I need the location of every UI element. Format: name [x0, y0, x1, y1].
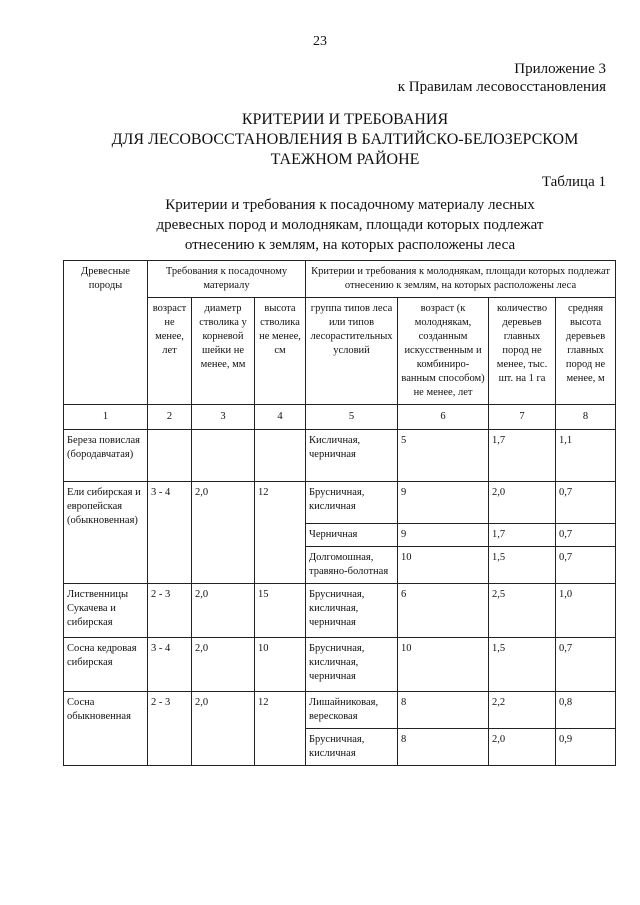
seedling-age-cell: 3 - 4 [148, 482, 192, 584]
header-height: высота стволика не менее, см [255, 298, 306, 405]
seedling-age-cell: 2 - 3 [148, 584, 192, 638]
table-row [64, 584, 616, 638]
young-stand-age-cell: 8 [398, 729, 489, 766]
young-stand-age-cell: 10 [398, 547, 489, 584]
column-number: 5 [306, 405, 398, 430]
seedling-age-cell [148, 430, 192, 482]
forest-type-cell: Брусничная, кисличная [306, 482, 398, 524]
average-height-cell: 0,7 [556, 524, 616, 547]
tree-count-cell: 2,5 [489, 584, 556, 638]
forest-type-cell: Лишайниковая, вересковая [306, 692, 398, 729]
forest-type-cell: Долгомошная, травяно-болотная [306, 547, 398, 584]
header-tree-count: количество деревьев главных пород не менее, тыс. шт. на 1 га [489, 298, 556, 405]
stem-diameter-cell: 2,0 [192, 692, 255, 766]
species-cell: Сосна обыкновенная [64, 692, 148, 766]
average-height-cell: 1,1 [556, 430, 616, 482]
table-caption: Таблица 1 [541, 174, 606, 190]
column-number: 6 [398, 405, 489, 430]
species-cell: Сосна кедровая сибирская [64, 638, 148, 692]
title-line-3: ТАЕЖНОМ РАЙОНЕ [270, 151, 420, 168]
tree-count-cell: 1,5 [489, 638, 556, 692]
average-height-cell: 0,9 [556, 729, 616, 766]
young-stand-age-cell: 6 [398, 584, 489, 638]
appendix-line-1: Приложение 3 [514, 61, 606, 77]
species-cell: Береза повислая (бородавчатая) [64, 430, 148, 482]
title-line-1: КРИТЕРИИ И ТРЕБОВАНИЯ [241, 111, 449, 128]
tree-count-cell: 2,2 [489, 692, 556, 729]
forest-type-cell: Кисличная, черничная [306, 430, 398, 482]
stem-height-cell [255, 430, 306, 482]
header-diameter: диаметр стволика у корневой шейки не менее, мм [192, 298, 255, 405]
stem-diameter-cell [192, 430, 255, 482]
table-row [64, 638, 616, 692]
column-number: 8 [556, 405, 616, 430]
tree-count-cell: 1,5 [489, 547, 556, 584]
column-number: 3 [192, 405, 255, 430]
species-cell: Лиственницы Сукачева и сибирская [64, 584, 148, 638]
stem-height-cell: 10 [255, 638, 306, 692]
column-number: 7 [489, 405, 556, 430]
title-line-2: ДЛЯ ЛЕСОВОССТАНОВЛЕНИЯ В БАЛТИЙСКО-БЕЛОЗЕРСКОМ [111, 131, 579, 148]
table-row [64, 430, 616, 482]
average-height-cell: 0,7 [556, 547, 616, 584]
stem-diameter-cell: 2,0 [192, 638, 255, 692]
stem-height-cell: 12 [255, 692, 306, 766]
stem-height-cell: 15 [255, 584, 306, 638]
average-height-cell: 1,0 [556, 584, 616, 638]
young-stand-age-cell: 5 [398, 430, 489, 482]
column-number: 2 [148, 405, 192, 430]
forest-type-cell: Брусничная, кисличная, черничная [306, 584, 398, 638]
average-height-cell: 0,7 [556, 638, 616, 692]
criteria-table [63, 260, 616, 766]
header-species: Древесные породы [64, 261, 148, 405]
column-number-row [64, 405, 616, 430]
header-young-age: возраст (к молоднякам, созданным искусственным и комбиниро-ванным способом) не менее, лет [398, 298, 489, 405]
table-row [64, 692, 616, 729]
appendix-note [398, 60, 606, 96]
forest-type-cell: Черничная [306, 524, 398, 547]
header-planting-material: Требования к посадочному материалу [148, 261, 306, 298]
column-number: 1 [64, 405, 148, 430]
header-age: возраст не менее, лет [148, 298, 192, 405]
table-title [0, 195, 640, 255]
table-title-line-3: отнесению к землям, на которых расположены леса [184, 237, 516, 253]
document-title [0, 110, 640, 170]
table-row [64, 482, 616, 524]
young-stand-age-cell: 9 [398, 482, 489, 524]
appendix-line-2: к Правилам лесовосстановления [397, 79, 606, 95]
forest-type-cell: Брусничная, кисличная, черничная [306, 638, 398, 692]
young-stand-age-cell: 9 [398, 524, 489, 547]
young-stand-age-cell: 10 [398, 638, 489, 692]
average-height-cell: 0,7 [556, 482, 616, 524]
stem-diameter-cell: 2,0 [192, 584, 255, 638]
tree-count-cell: 2,0 [489, 729, 556, 766]
average-height-cell: 0,8 [556, 692, 616, 729]
tree-count-cell: 1,7 [489, 524, 556, 547]
tree-count-cell: 1,7 [489, 430, 556, 482]
seedling-age-cell: 2 - 3 [148, 692, 192, 766]
page-number: 23 [313, 34, 327, 49]
table-title-line-2: древесных пород и молоднякам, площади которых подлежат [156, 217, 544, 233]
seedling-age-cell: 3 - 4 [148, 638, 192, 692]
species-cell: Ели сибирская и европейская (обыкновенная) [64, 482, 148, 584]
table-header-row-1 [64, 261, 616, 298]
header-young-stands: Критерии и требования к молоднякам, площади которых подлежат отнесению к землям, на которых расположены леса [306, 261, 616, 298]
header-forest-group: группа типов леса или типов лесорастительных условий [306, 298, 398, 405]
column-number: 4 [255, 405, 306, 430]
stem-diameter-cell: 2,0 [192, 482, 255, 584]
forest-type-cell: Брусничная, кисличная [306, 729, 398, 766]
header-avg-height: средняя высота деревьев главных пород не менее, м [556, 298, 616, 405]
stem-height-cell: 12 [255, 482, 306, 584]
young-stand-age-cell: 8 [398, 692, 489, 729]
table-title-line-1: Критерии и требования к посадочному материалу лесных [165, 197, 535, 213]
tree-count-cell: 2,0 [489, 482, 556, 524]
